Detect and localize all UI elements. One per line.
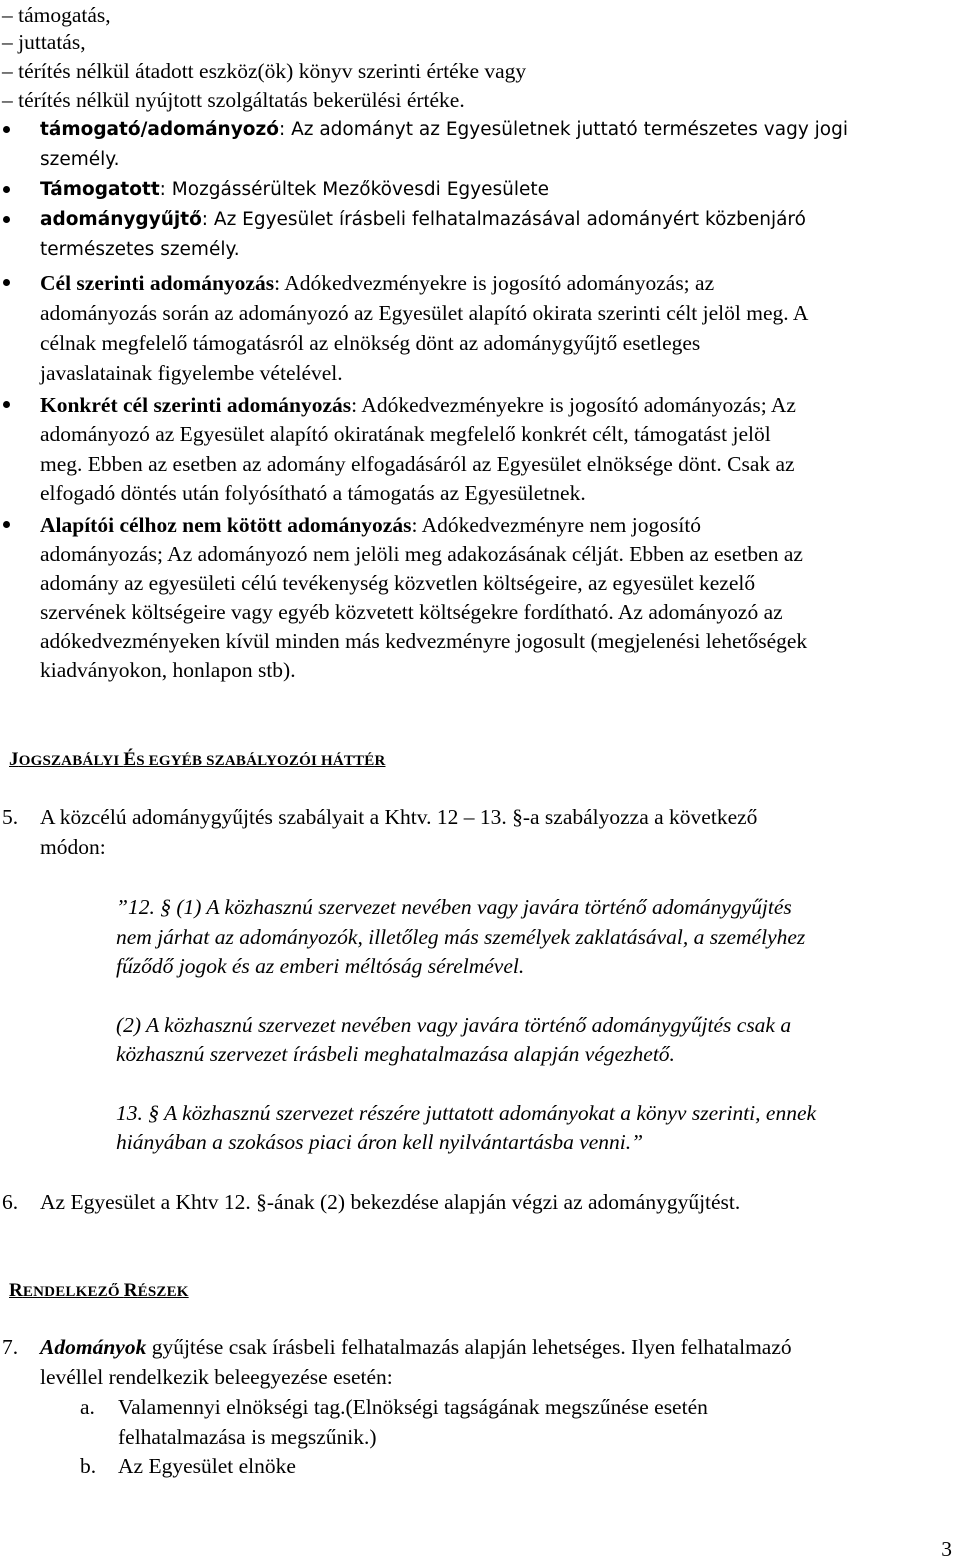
- sub-a-label: a.: [80, 1395, 95, 1419]
- text-goal-2: adományozás során az adományozó az Egyesület alapító okirata szerinti célt jelöl meg. A: [40, 301, 809, 325]
- text-collector-2: természetes személy.: [40, 239, 240, 260]
- item-5-number: 5.: [2, 805, 19, 829]
- definition-unbound: [40, 510, 701, 540]
- quote-line-3: fűződő jogok és az emberi méltóság sérelmével.: [116, 954, 525, 978]
- definition-collector: [40, 205, 806, 235]
- quote-line-2: nem járhat az adományozók, illetőleg más személyek zaklatásával, a személyhez: [116, 925, 806, 949]
- text-concrete-3: meg. Ebben az esetben az adomány elfogadásáról az Egyesület elnöksége dönt. Csak az: [40, 452, 795, 476]
- text-unbound-4: szervének költségeire vagy egyéb közvetett költségekre fordítható. Az adományozó az: [40, 600, 783, 624]
- text-unbound-1: : Adókedvezményre nem jogosító: [411, 513, 702, 537]
- quote-line-4: (2) A közhasznú szervezet nevében vagy javára történő adománygyűjtés csak a: [116, 1013, 792, 1037]
- heading-legal-rest-2: S EGYÉB SZABÁLYOZÓI HÁTTÉR: [136, 753, 386, 769]
- item-7-number: 7.: [2, 1335, 19, 1359]
- heading-operative-cap-2: R: [123, 1280, 138, 1301]
- quote-line-6: 13. § A közhasznú szervezet részére juttatott adományokat a könyv szerinti, ennek: [116, 1101, 817, 1125]
- definition-concrete: [40, 390, 796, 420]
- text-supported: : Mozgássérültek Mezőkövesdi Egyesülete: [159, 179, 549, 200]
- heading-legal-cap-1: J: [9, 749, 19, 770]
- heading-operative-rest-2: ÉSZEK: [137, 1284, 189, 1300]
- item-5-text-1: A közcélú adománygyűjtés szabályait a Khtv. 12 – 13. §-a szabályozza a következő: [40, 805, 758, 829]
- quote-line-5: közhasznú szervezet írásbeli meghatalmazása alapján végezhető.: [116, 1042, 675, 1066]
- term-unbound: Alapítói célhoz nem kötött adományozás: [40, 513, 412, 537]
- term-collector: adománygyűjtő: [40, 209, 202, 230]
- item-7-text-2: levéllel rendelkezik beleegyezése esetén:: [40, 1365, 393, 1389]
- term-concrete: Konkrét cél szerinti adományozás: [40, 393, 352, 417]
- term-supporter: támogató/adományozó: [40, 119, 279, 140]
- term-goal: Cél szerinti adományozás: [40, 271, 275, 295]
- item-6-number: 6.: [2, 1190, 19, 1214]
- section-heading-legal: [9, 745, 386, 776]
- item-7-term: Adományok: [40, 1335, 147, 1359]
- item-6-text: Az Egyesület a Khtv 12. §-ának (2) bekezdése alapján végzi az adománygyűjtést.: [40, 1190, 741, 1214]
- item-7-text-1: gyűjtése csak írásbeli felhatalmazás alapján lehetséges. Ilyen felhatalmazó: [146, 1335, 792, 1359]
- bullet-icon: [3, 216, 10, 223]
- bullet-icon: [3, 279, 10, 286]
- item-5-text-2: módon:: [40, 835, 106, 859]
- text-collector-1: : Az Egyesület írásbeli felhatalmazásával adományért közbenjáró: [201, 209, 806, 230]
- dash-item-2: – juttatás,: [2, 30, 86, 54]
- heading-legal-rest-1: OGSZABÁLYI: [18, 753, 124, 769]
- bullet-icon: [3, 401, 10, 408]
- text-concrete-1: : Adókedvezményekre is jogosító adományozás; Az: [351, 393, 796, 417]
- text-unbound-5: adókedvezményeken kívül minden más kedvezményre jogosult (megjelenési lehetőségek: [40, 629, 808, 653]
- dash-item-3: – térítés nélkül átadott eszköz(ök) könyv szerinti értéke vagy: [2, 59, 527, 83]
- text-concrete-2: adományozó az Egyesület alapító okiratának megfelelő konkrét célt, támogatást jelöl: [40, 422, 771, 446]
- section-heading-operative: [9, 1276, 189, 1307]
- bullet-icon: [3, 126, 10, 133]
- definition-goal: [40, 268, 714, 298]
- dash-item-1: – támogatás,: [2, 3, 111, 27]
- term-supported: Támogatott: [40, 179, 160, 200]
- text-unbound-2: adományozás; Az adományozó nem jelöli meg adakozásának célját. Ebben az esetben az: [40, 542, 803, 566]
- quote-line-7: hiányában a szokásos piaci áron kell nyilvántartásba venni.”: [116, 1130, 644, 1154]
- bullet-icon: [3, 186, 10, 193]
- sub-a-text-2: felhatalmazása is megszűnik.): [118, 1425, 377, 1449]
- item-7-line-1: [40, 1332, 792, 1362]
- quote-line-1: ”12. § (1) A közhasznú szervezet nevében vagy javára történő adománygyűjtés: [116, 895, 792, 919]
- text-concrete-4: elfogadó döntés után folyósítható a támogatás az Egyesületnek.: [40, 481, 586, 505]
- dash-item-4: – térítés nélkül nyújtott szolgáltatás bekerülési értéke.: [2, 88, 465, 112]
- sub-b-label: b.: [80, 1454, 97, 1478]
- text-unbound-3: adomány az egyesületi célú tevékenység közvetlen költségeire, az egyesület kezelő: [40, 571, 756, 595]
- heading-operative-rest-1: ENDELKEZŐ: [22, 1284, 124, 1300]
- text-goal-3: célnak megfelelő támogatásról az elnökség dönt az adománygyűjtő esetleges: [40, 331, 701, 355]
- sub-b-text: Az Egyesület elnöke: [118, 1454, 296, 1478]
- definition-supported: [40, 175, 549, 205]
- definition-supporter: [40, 115, 848, 145]
- text-goal-4: javaslatainak figyelembe vételével.: [40, 361, 343, 385]
- heading-operative-cap-1: R: [9, 1280, 23, 1301]
- text-unbound-6: kiadványokon, honlapon stb).: [40, 658, 296, 682]
- text-supporter-2: személy.: [40, 149, 120, 170]
- bullet-icon: [3, 521, 10, 528]
- sub-a-text-1: Valamennyi elnökségi tag.(Elnökségi tagságának megszűnése esetén: [118, 1395, 708, 1419]
- page-number: 3: [941, 1537, 952, 1561]
- text-supporter-1: : Az adományt az Egyesületnek juttató természetes vagy jogi: [278, 119, 848, 140]
- heading-legal-cap-2: É: [123, 749, 137, 770]
- text-goal-1: : Adókedvezményekre is jogosító adományozás; az: [274, 271, 715, 295]
